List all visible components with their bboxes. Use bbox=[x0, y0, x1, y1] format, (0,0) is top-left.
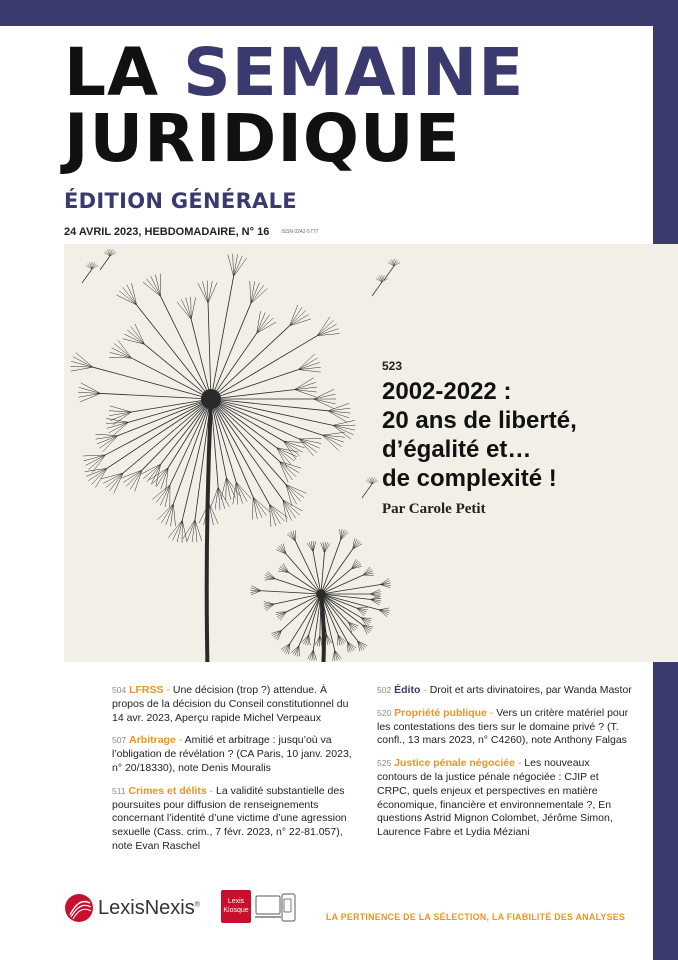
masthead-la: LA bbox=[64, 34, 184, 111]
toc-number: 504 bbox=[112, 685, 127, 695]
toc-text: Les nouveaux contours de la justice pénale négociée : CJIP et CRPC, quels enjeux et perspectives en matière économique, financière et environnementale ?, En questions Astrid Mignon Colombet, Jérôme Simon, Laurence Fabre et Lydia Méziani bbox=[377, 757, 613, 839]
feature-title-line: 2002-2022 : bbox=[382, 378, 512, 405]
toc-separator: - bbox=[206, 784, 217, 797]
hero-illustration bbox=[64, 244, 678, 662]
feature-title-line: 20 ans de liberté, bbox=[382, 407, 577, 434]
toc-item[interactable] bbox=[377, 684, 632, 698]
toc-number: 502 bbox=[377, 685, 392, 695]
feature-title-line: d’égalité et… bbox=[382, 436, 532, 463]
feature-title-line: de complexité ! bbox=[382, 465, 557, 492]
toc-heading: LFRSS bbox=[129, 684, 164, 696]
toc-separator: - bbox=[175, 734, 185, 747]
toc-item[interactable] bbox=[377, 757, 632, 840]
lexisnexis-wordmark: LexisNexis® bbox=[98, 896, 200, 919]
issue-date: 24 AVRIL 2023, HEBDOMADAIRE, N° 16 bbox=[64, 226, 270, 238]
toc-number: 520 bbox=[377, 707, 392, 718]
edition-label: ÉDITION GÉNÉRALE bbox=[64, 189, 297, 213]
toc-number: 525 bbox=[377, 758, 392, 769]
toc-separator: - bbox=[514, 757, 525, 770]
devices-icon bbox=[255, 893, 297, 923]
toc-heading: Édito bbox=[394, 684, 421, 696]
toc-heading: Crimes et délits bbox=[128, 784, 207, 797]
toc-item[interactable] bbox=[112, 785, 352, 854]
brand-name: LexisNexis bbox=[98, 896, 195, 919]
top-stripe bbox=[0, 0, 653, 26]
dateline bbox=[64, 226, 318, 238]
feature-author: Par Carole Petit bbox=[382, 501, 486, 517]
toc-left-column bbox=[112, 684, 352, 863]
toc-separator: - bbox=[163, 684, 173, 696]
masthead-line-2: JURIDIQUE bbox=[64, 100, 461, 177]
feature-number: 523 bbox=[382, 359, 403, 373]
toc-separator: - bbox=[420, 684, 430, 696]
kiosque-line-1: Lexis bbox=[227, 898, 245, 905]
masthead-line-1 bbox=[64, 34, 525, 111]
toc-text: Amitié et arbitrage : jusqu’où va l’obligation de révélation ? (CA Paris, 10 janv. 2023, n° 20/18330), note Denis Mouralis bbox=[112, 734, 352, 774]
toc-separator: - bbox=[486, 706, 497, 719]
feature-article[interactable] bbox=[382, 359, 672, 518]
toc-item[interactable] bbox=[112, 734, 352, 775]
lexisnexis-logo bbox=[64, 893, 200, 923]
toc-number: 511 bbox=[112, 785, 126, 796]
toc-right-column bbox=[377, 684, 632, 849]
toc-item[interactable] bbox=[112, 684, 352, 725]
toc-heading: Justice pénale négociée bbox=[394, 757, 515, 770]
toc-text: Droit et arts divinatoires, par Wanda Mastor bbox=[429, 684, 632, 696]
lexisnexis-emblem-icon bbox=[64, 893, 94, 923]
toc-text: Vers un critère matériel pour les contestations des tiers sur le domaine privé ? (T. confl., 13 mars 2023, n° C4260), note Anthony Falgas bbox=[377, 706, 629, 747]
toc-number: 507 bbox=[112, 735, 127, 746]
kiosque-line-2: Kiosque bbox=[223, 907, 249, 914]
feature-title bbox=[382, 377, 672, 493]
masthead-semaine: SEMAINE bbox=[183, 34, 525, 111]
toc-text: Une décision (trop ?) attendue. À propos de la décision du Conseil constitutionnel du 14 avr. 2023, Aperçu rapide Michel Verpeaux bbox=[112, 684, 349, 724]
toc-item[interactable] bbox=[377, 707, 632, 748]
masthead bbox=[64, 34, 525, 177]
tagline: LA PERTINENCE DE LA SÉLECTION, LA FIABILITÉ DES ANALYSES bbox=[326, 912, 626, 922]
toc-text: La validité substantielle des poursuites pour diffusion de renseignements concernant l’identité d’une victime d’une agression sexuelle (Cass. crim., 7 févr. 2023, n° 22-81.057), note Evan Raschel bbox=[112, 784, 347, 852]
lexis-kiosque-badge[interactable] bbox=[221, 890, 251, 923]
issn: ISSN 0242-5777 bbox=[281, 229, 319, 236]
toc-heading: Arbitrage bbox=[129, 734, 176, 747]
toc-heading: Propriété publique bbox=[394, 706, 487, 719]
